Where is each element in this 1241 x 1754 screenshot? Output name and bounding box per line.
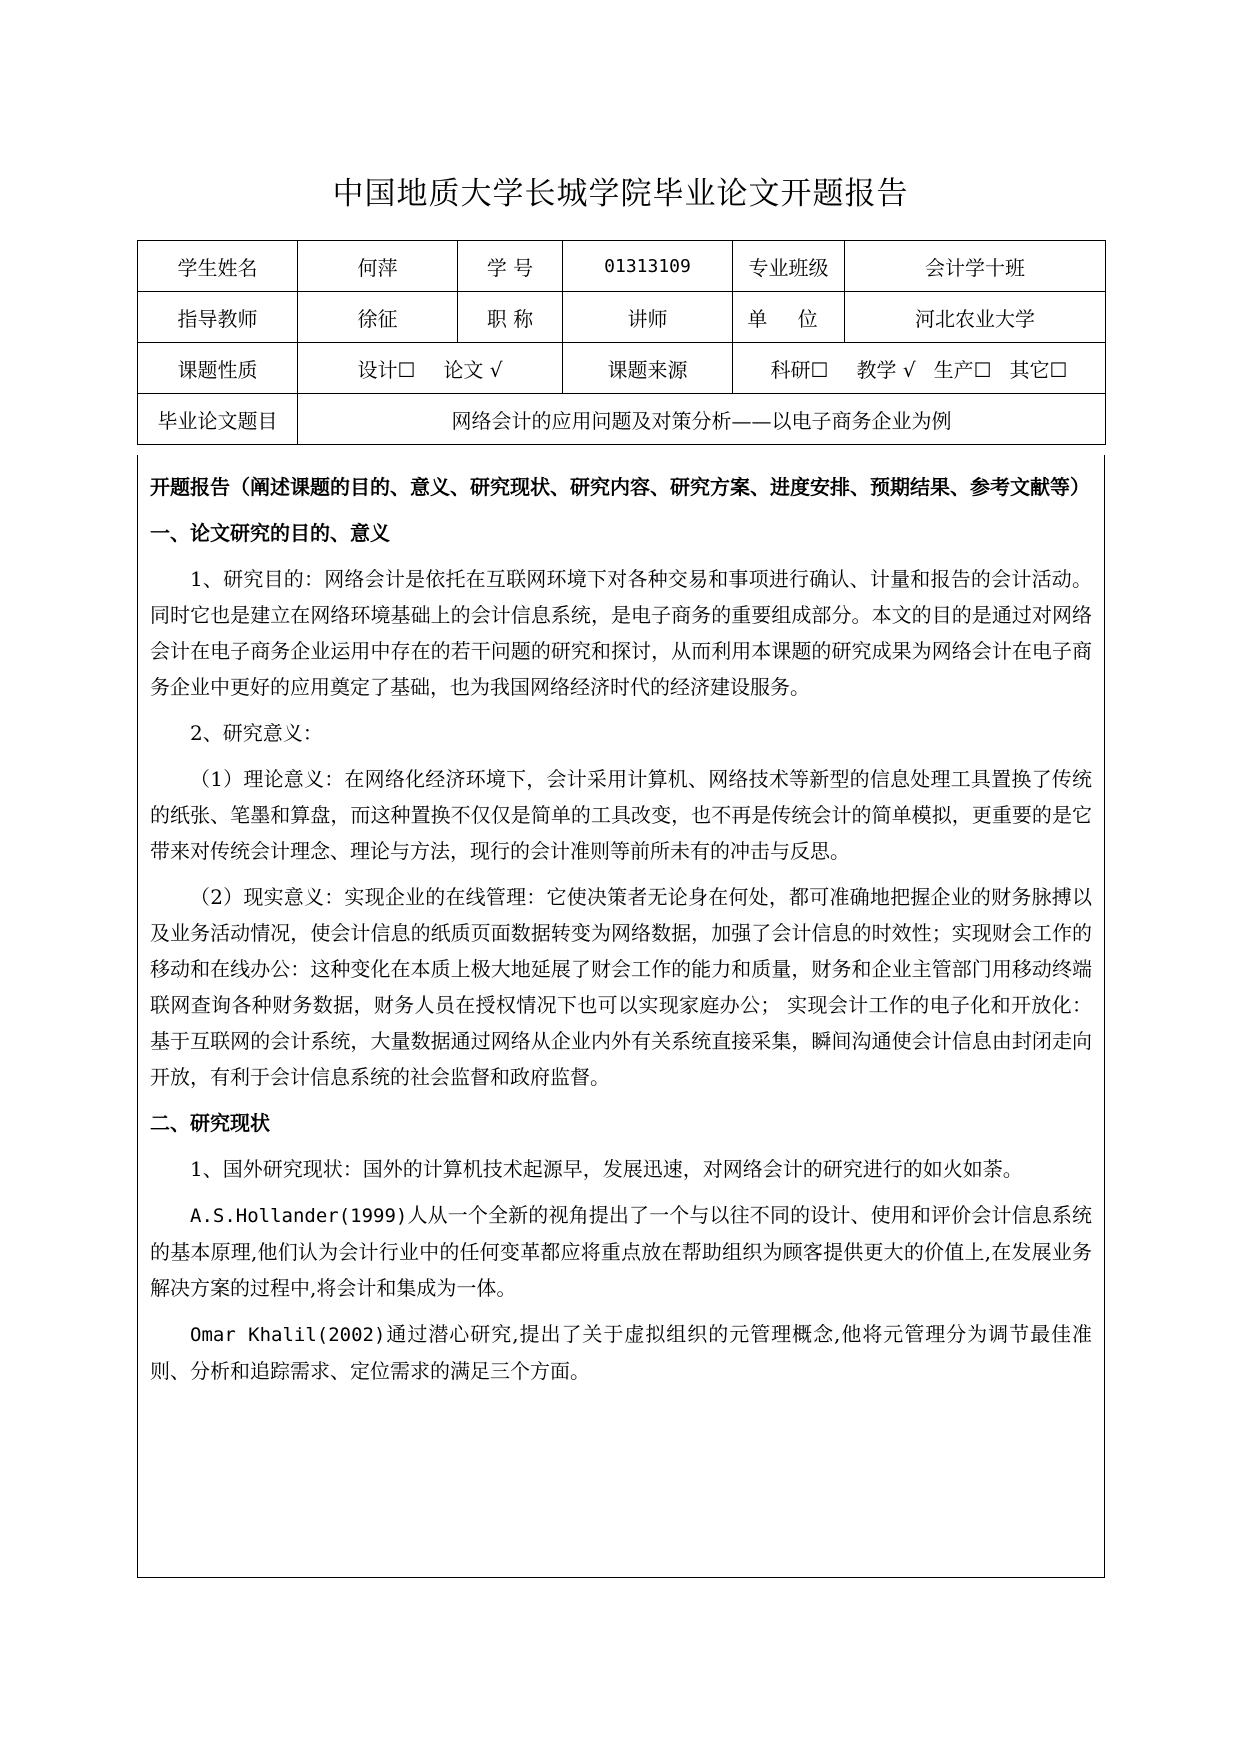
source-production-option: 生产☐: [933, 357, 992, 382]
major-class-label: 专业班级: [733, 241, 845, 292]
paragraph-theory-significance: （1）理论意义：在网络化经济环境下，会计采用计算机、网络技术等新型的信息处理工具置换了传统的纸张、笔墨和算盘，而这种置换不仅仅是简单的工具改变，也不再是传统会计的简单模拟，更重要的是它带来对传统会计理念、理论与方法，现行的会计准则等前所未有的冲击与反思。: [150, 767, 1092, 863]
section-heading-purpose: 一、论文研究的目的、意义: [150, 521, 390, 545]
student-id-label: 学 号: [458, 241, 563, 292]
nature-design-option: 设计☐: [357, 357, 416, 382]
paragraph-purpose: 1、研究目的：网络会计是依托在互联网环境下对各种交易和事项进行确认、计量和报告的会计活动。同时它也是建立在网络环境基础上的会计信息系统，是电子商务的重要组成部分。本文的目的是通过对网络会计在电子商务企业运用中存在的若干问题的研究和探讨，从而利用本课题的研究成果为网络会计在电子商务企业中更好的应用奠定了基础，也为我国网络经济时代的经济建设服务。: [150, 567, 1092, 699]
table-row: [138, 241, 1106, 292]
advisor-value: 徐征: [298, 292, 458, 343]
page-title: 中国地质大学长城学院毕业论文开题报告: [332, 176, 909, 212]
nature-options: [298, 343, 563, 394]
source-label: 课题来源: [563, 343, 733, 394]
table-row: [138, 394, 1106, 445]
citation: A.S.Hollander(1999): [190, 1205, 408, 1227]
source-teaching-option: 教学 √: [856, 357, 916, 382]
student-id-value: 01313109: [563, 241, 733, 292]
unit-value: 河北农业大学: [845, 292, 1106, 343]
major-class-value: 会计学十班: [845, 241, 1106, 292]
unit-label: 单 位: [733, 292, 845, 343]
info-table: [137, 240, 1106, 445]
student-name-value: 何萍: [298, 241, 458, 292]
source-research-option: 科研☐: [770, 357, 829, 382]
topic-value: 网络会计的应用问题及对策分析——以电子商务企业为例: [298, 394, 1106, 445]
citation: Omar Khalil(2002): [190, 1324, 386, 1346]
source-other-option: 其它☐: [1009, 357, 1068, 382]
table-row: [138, 343, 1106, 394]
table-row: [138, 292, 1106, 343]
section-heading-status: 二、研究现状: [150, 1111, 270, 1135]
paragraph-significance-heading: 2、研究意义：: [190, 721, 323, 745]
rank-label: 职 称: [458, 292, 563, 343]
paragraph-khalil: Omar Khalil(2002)通过潜心研究,提出了关于虚拟组织的元管理概念,他将元管理分为调节最佳准则、分析和追踪需求、定位需求的满足三个方面。: [150, 1322, 1092, 1383]
report-intro: 开题报告（阐述课题的目的、意义、研究现状、研究内容、研究方案、进度安排、预期结果、参考文献等）: [150, 475, 1090, 499]
paragraph-practical-significance: （2）现实意义：实现企业的在线管理：它使决策者无论身在何处，都可准确地把握企业的财务脉搏以及业务活动情况，使会计信息的纸质页面数据转变为网络数据，加强了会计信息的时效性；实现财会工作的移动和在线办公：这种变化在本质上极大地延展了财会工作的能力和质量，财务和企业主管部门用移动终端联网查询各种财务数据，财务人员在授权情况下也可以实现家庭办公； 实现会计工作的电子化和开放化：基于互联网的会计系统，大量数据通过网络从企业内外有关系统直接采集，瞬间沟通使会计信息由封闭走向开放，有利于会计信息系统的社会监督和政府监督。: [150, 885, 1092, 1089]
rank-value: 讲师: [563, 292, 733, 343]
paragraph-hollander: A.S.Hollander(1999)人从一个全新的视角提出了一个与以往不同的设计、使用和评价会计信息系统的基本原理,他们认为会计行业中的任何变革都应将重点放在帮助组织为顾客提供更大的价值上,在发展业务解决方案的过程中,将会计和集成为一体。: [150, 1203, 1092, 1300]
nature-label: 课题性质: [138, 343, 298, 394]
student-name-label: 学生姓名: [138, 241, 298, 292]
paragraph-foreign-status: 1、国外研究现状：国外的计算机技术起源早，发展迅速，对网络会计的研究进行的如火如荼。: [190, 1157, 1023, 1181]
source-options: [733, 343, 1106, 394]
report-body: [137, 455, 1105, 1578]
nature-thesis-option: 论文 √: [443, 357, 503, 382]
advisor-label: 指导教师: [138, 292, 298, 343]
topic-label: 毕业论文题目: [138, 394, 298, 445]
